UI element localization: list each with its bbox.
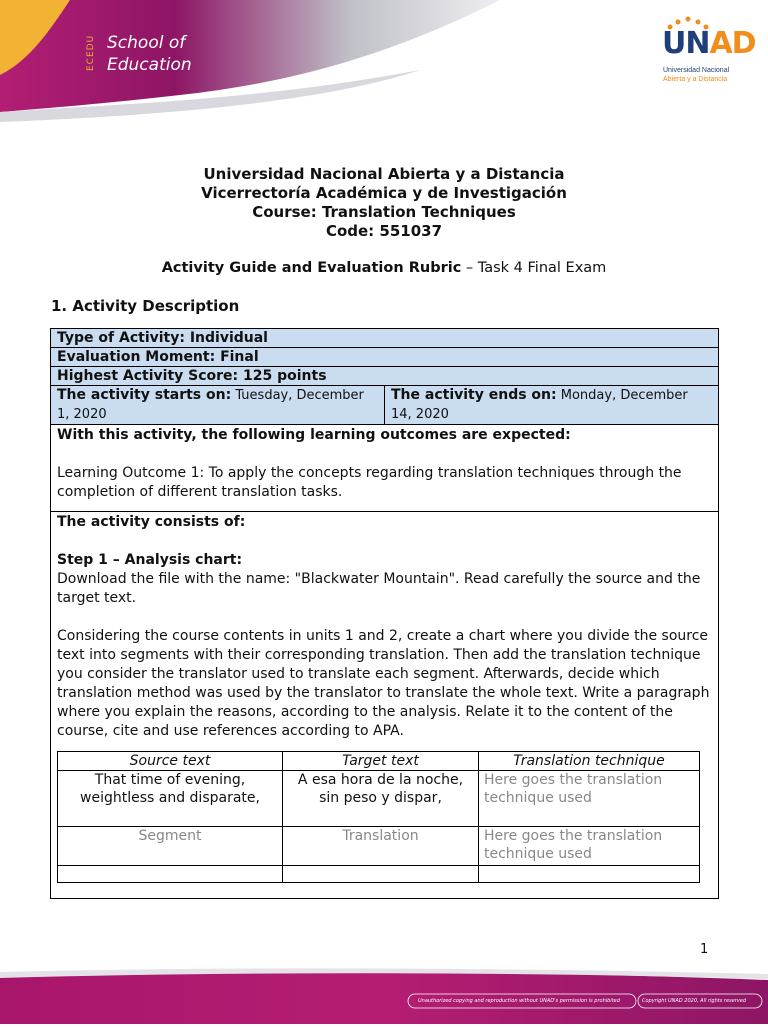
section-title: 1. Activity Description [51,297,240,315]
end-date-label: The activity ends on: [391,387,557,403]
guide-title [0,260,768,276]
step-1-paragraph-2: Considering the course contents in units 1 and 2, create a chart where you divide the source text into segments with their corresponding translation. Then add the translation technique you consider the translator used to translate each segment. Afterwards, decide which translation method was used by the translator to translate the whole text. Write a paragraph where you explain the reasons, according to the analysis. Relate it to the content of the course, cite and use references according to APA. [57,628,710,739]
activity-steps-cell [51,512,719,899]
outcomes-heading: With this activity, the following learning outcomes are expected: [57,427,571,443]
table-row [58,866,700,883]
footer-copyright: Copyright UNAD 2020, All rights reserved [642,998,746,1004]
guide-title-rest: – Task 4 Final Exam [461,260,607,276]
technique-cell: Here goes the translation technique used [479,771,700,827]
step-1-heading: Step 1 – Analysis chart: [57,552,243,568]
document-titles [0,165,768,241]
unad-caption-line-1: Universidad Nacional [663,67,730,74]
start-date-cell [51,386,385,425]
source-text-cell: That time of evening, weightless and disparate, [58,771,283,827]
consists-heading: The activity consists of: [57,514,246,530]
table-row [58,771,700,827]
guide-title-bold: Activity Guide and Evaluation Rubric [161,260,462,276]
header-banner [0,0,768,140]
header-target-text: Target text [283,752,479,771]
school-line-1: School of [107,33,186,53]
end-date-cell [385,386,719,425]
step-1-paragraph-1: Download the file with the name: "Blackwater Mountain". Read carefully the source and the target text. [57,571,701,606]
learning-outcomes-cell [51,425,719,512]
table-row [58,827,700,866]
footer-notices [410,994,760,1008]
start-date-value: Tuesday, December 1, 2020 [57,388,364,422]
unad-logo-main: UN [662,26,710,61]
school-of-education-logo [107,32,192,76]
technique-cell: Here goes the translation technique used [479,827,700,866]
footer-band [0,966,768,1024]
page-number: 1 [700,942,709,957]
evaluation-moment: Evaluation Moment: Final [51,348,719,367]
header-source-text: Source text [58,752,283,771]
footer-copy-notice: Unauthorized copying and reproduction without UNAD's permission is prohibited [418,998,620,1004]
university-name: Universidad Nacional Abierta y a Distancia [203,165,565,183]
highest-score: Highest Activity Score: 125 points [51,367,719,386]
source-text-cell: Segment [58,827,283,866]
school-line-2: Education [107,55,192,75]
unad-logo-accent: AD [709,26,756,61]
end-date-value: Monday, December 14, 2020 [391,388,688,422]
activity-type: Type of Activity: Individual [51,329,719,348]
header-translation-technique: Translation technique [479,752,700,771]
empty-cell [283,866,479,883]
empty-cell [58,866,283,883]
target-text-cell: Translation [283,827,479,866]
unad-caption-line-2: Abierta y a Distancia [663,76,728,83]
empty-cell [479,866,700,883]
activity-description-table [50,328,719,899]
start-date-label: The activity starts on: [57,387,232,403]
vice-rectory-name: Vicerrectoría Académica y de Investigación [201,184,567,202]
target-text-cell: A esa hora de la noche, sin peso y dispar, [283,771,479,827]
learning-outcome-1: Learning Outcome 1: To apply the concepts regarding translation techniques through the completion of different translation tasks. [57,465,682,500]
course-name: Course: Translation Techniques [252,203,516,221]
analysis-chart-table [57,751,700,883]
course-code: Code: 551037 [325,222,443,240]
unad-logo [662,26,756,61]
faculty-tag: ECEDU [86,34,96,72]
unad-logo-caption [663,66,729,84]
